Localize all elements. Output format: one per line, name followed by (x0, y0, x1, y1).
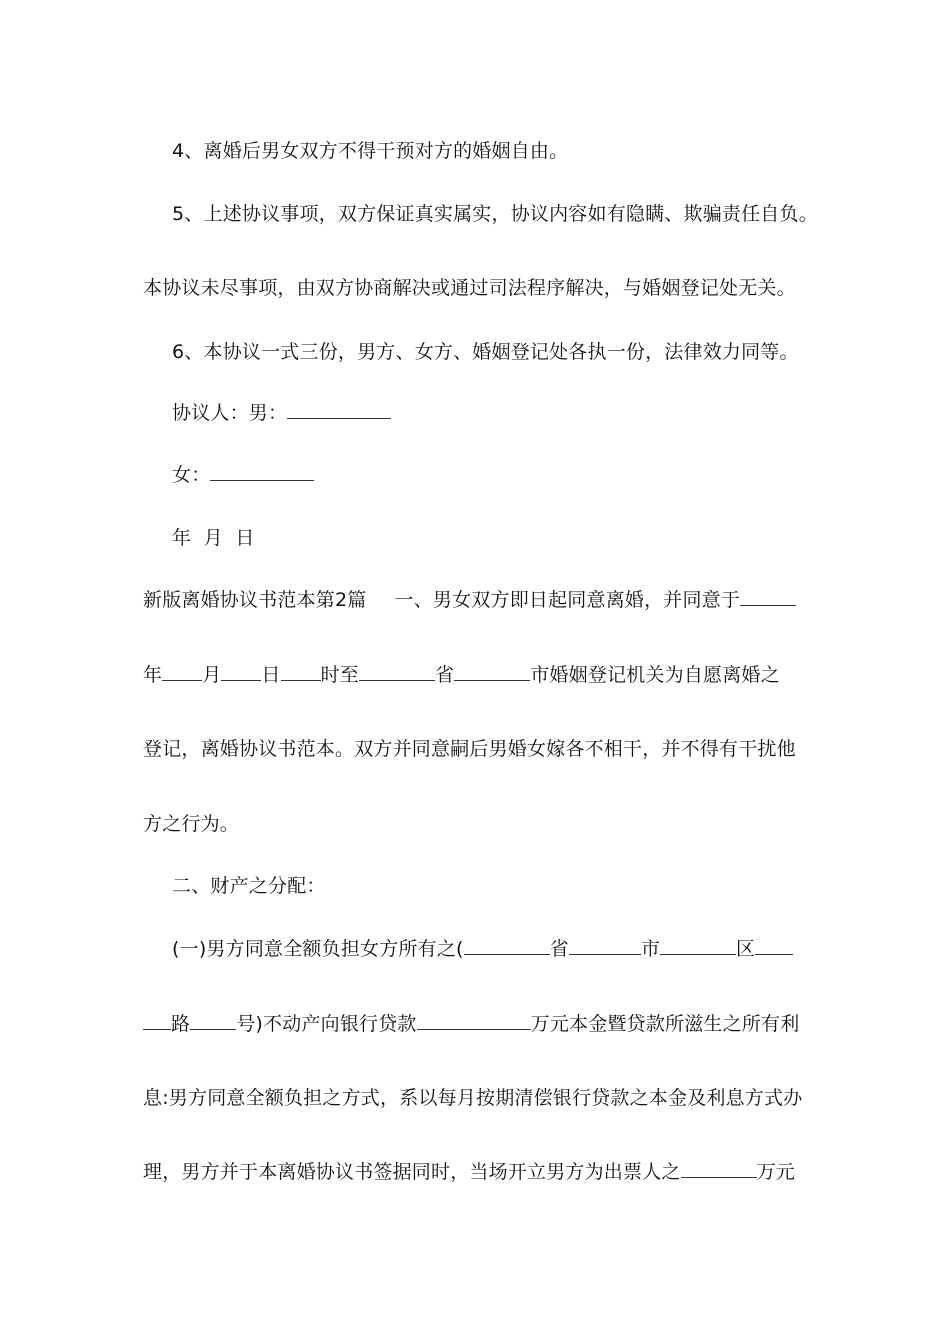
number-blank (190, 1012, 236, 1030)
document-title: 新版离婚协议书范本第2篇 (143, 589, 367, 611)
property-section-heading: 二、财产之分配： (172, 875, 326, 897)
year-label: 年 (143, 664, 163, 686)
property-clause-line-2 (143, 1012, 799, 1036)
property-clause-line-3: 息:男方同意全额负担之方式，系以每月按期清偿银行贷款之本金及利息方式办 (143, 1087, 803, 1109)
month-blank (221, 663, 261, 681)
registration-date-line (143, 663, 780, 687)
loan-amount-blank (417, 1012, 531, 1030)
city-blank (454, 663, 530, 681)
signatory-female-label: 女： (172, 464, 211, 486)
road-blank (143, 1012, 171, 1030)
unresolved-matters-note: 本协议未尽事项，由双方协商解决或通过司法程序解决，与婚姻登记处无关。 (143, 277, 796, 299)
clause-one-continued: 登记，离婚协议书范本。双方并同意嗣后男婚女嫁各不相干，并不得有干扰他 (143, 738, 796, 760)
date-line: 年 月 日 (172, 527, 255, 549)
clause-6: 6、本协议一式三份，男方、女方、婚姻登记处各执一份，法律效力同等。 (172, 341, 799, 363)
principal-text: 万元本金暨贷款所滋生之所有利 (530, 1013, 800, 1035)
city-label-2: 市 (640, 938, 661, 960)
day-blank (281, 663, 321, 681)
clause-one-start: 一、男女双方即日起同意离婚，并同意于 (394, 589, 741, 611)
province-blank-2 (464, 937, 550, 955)
city-blank-2 (569, 937, 641, 955)
signatory-male-label: 协议人：男： (172, 402, 288, 424)
property-clause-line-1 (172, 937, 793, 961)
district-blank (660, 937, 736, 955)
male-signature-blank (287, 401, 391, 419)
property-clause-line-4 (143, 1160, 795, 1184)
signatory-female (172, 463, 314, 487)
registry-text: 市婚姻登记机关为自愿离婚之 (530, 664, 780, 686)
cheque-amount-blank (681, 1160, 757, 1178)
province-label: 省 (435, 664, 455, 686)
province-label-2: 省 (549, 938, 569, 960)
loan-text: 号)不动产向银行贷款 (236, 1013, 417, 1035)
cheque-text: 理，男方并于本离婚协议书签据同时，当场开立男方为出票人之 (143, 1161, 681, 1183)
clause-one-end: 方之行为。 (143, 813, 240, 835)
year-blank (162, 663, 202, 681)
day-label: 日 (261, 664, 281, 686)
road-label: 路 (171, 1013, 191, 1035)
hour-label: 时至 (320, 664, 360, 686)
female-signature-blank (210, 463, 314, 481)
currency-unit: 万元 (756, 1161, 796, 1183)
property-clause-start: (一)男方同意全额负担女方所有之( (172, 938, 464, 960)
date-blank-1 (740, 588, 796, 606)
clause-5: 5、上述协议事项，双方保证真实属实，协议内容如有隐瞒、欺骗责任自负。 (172, 203, 818, 225)
district-trailing-blank (755, 937, 793, 955)
district-label: 区 (736, 938, 756, 960)
clause-4: 4、离婚后男女双方不得干预对方的婚姻自由。 (172, 140, 569, 162)
section-heading-line (143, 588, 796, 612)
province-blank (359, 663, 435, 681)
signatory-male (172, 401, 391, 425)
month-label: 月 (202, 664, 222, 686)
